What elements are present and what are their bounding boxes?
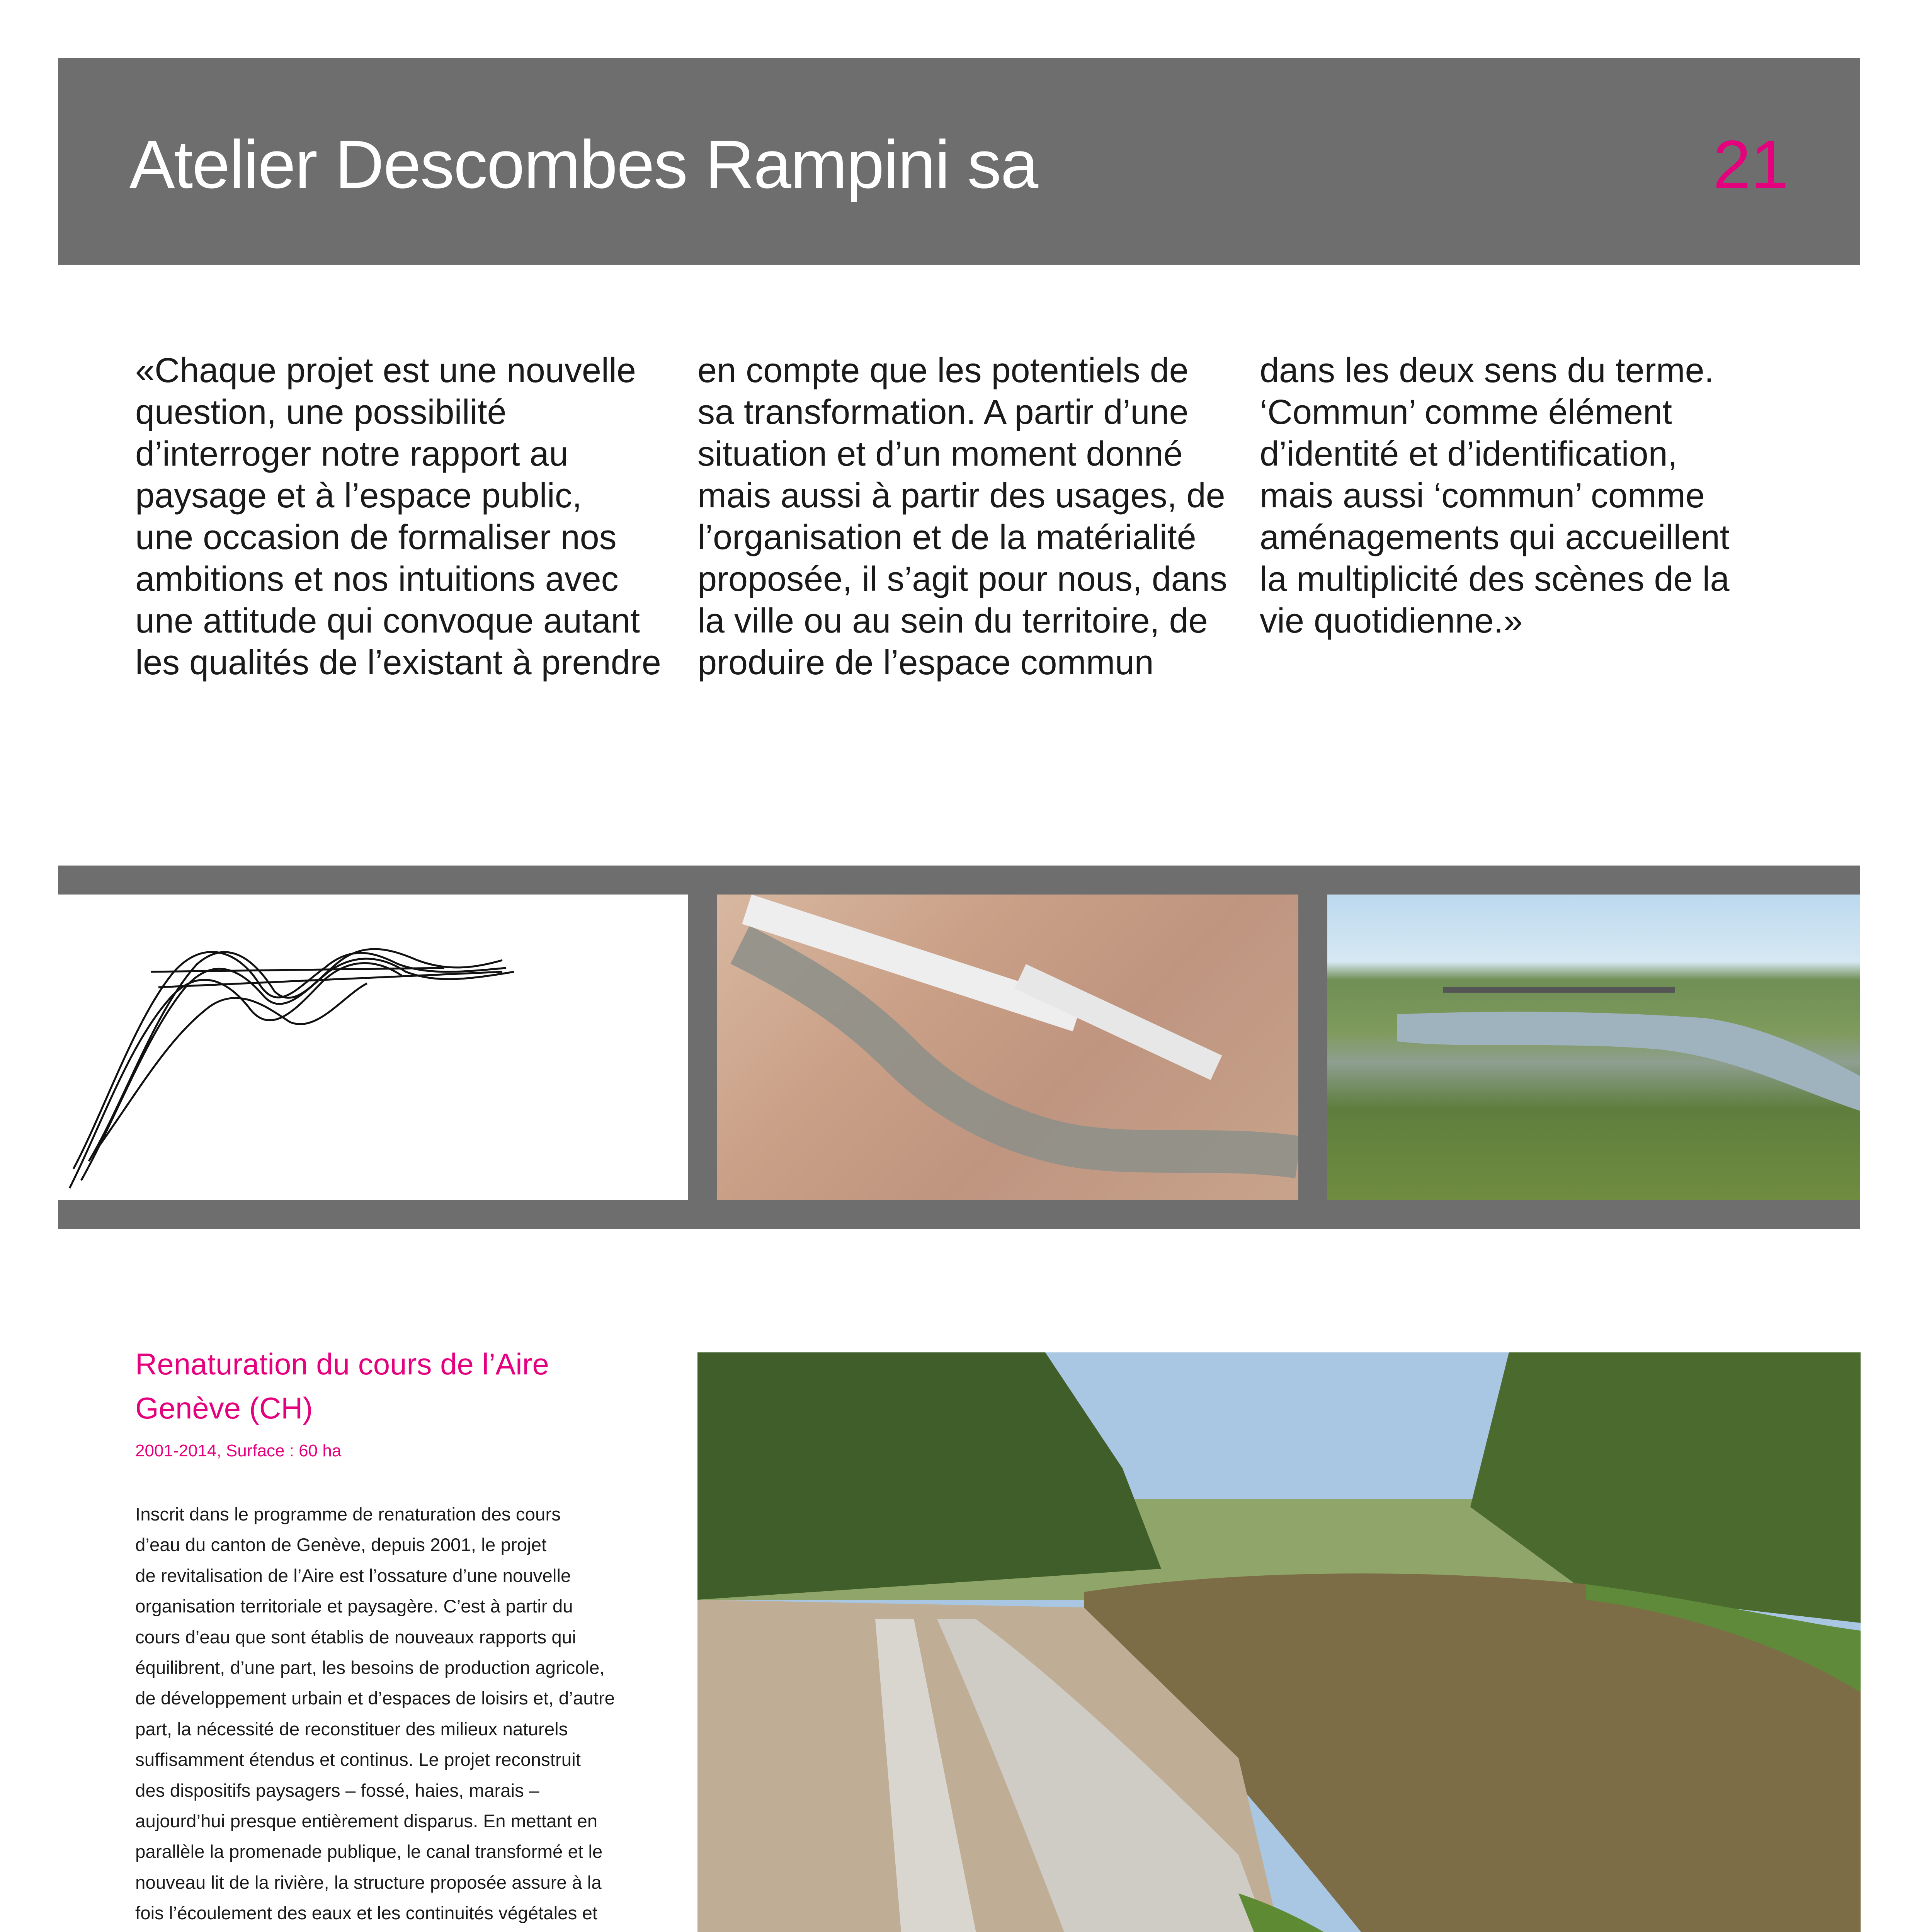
image-strip <box>58 866 1860 1229</box>
river-landscape-photo <box>1327 895 1860 1200</box>
quote-line: aménagements qui accueillent <box>1260 518 1730 557</box>
quote-line: situation et d’un moment donné <box>697 435 1183 473</box>
body-line: de revitalisation de l’Aire est l’ossature d’une nouvelle <box>135 1565 571 1586</box>
quote-line: paysage et à l’espace public, <box>135 476 582 515</box>
quote-column-1 <box>135 350 688 684</box>
project-title-line2: Genève (CH) <box>135 1391 313 1425</box>
quote-line: la multiplicité des scènes de la <box>1260 560 1730 599</box>
page-number: 21 <box>1713 127 1789 202</box>
body-line: aujourd’hui presque entièrement disparus. En mettant en <box>135 1811 598 1832</box>
body-line <box>135 1929 657 1932</box>
page-title: Atelier Descombes Rampini sa <box>129 127 1038 202</box>
quote-line: produire de l’espace commun <box>697 643 1154 682</box>
body-line: des dispositifs paysagers – fossé, haies, marais – <box>135 1780 539 1801</box>
body-line: parallèle la promenade publique, le canal transformé et le <box>135 1842 603 1862</box>
quote-line: mais aussi ‘commun’ comme <box>1260 476 1705 515</box>
project-title <box>135 1345 549 1427</box>
body-line: de développement urbain et d’espaces de loisirs et, d’autre <box>135 1688 615 1709</box>
quote-line: la ville ou au sein du territoire, de <box>697 602 1208 640</box>
river-model-photo <box>717 895 1298 1200</box>
body-line: cours d’eau que sont établis de nouveaux rapports qui <box>135 1627 576 1648</box>
quote-line: sa transformation. A partir d’une <box>697 393 1189 432</box>
quote-line: les qualités de l’existant à prendre <box>135 643 661 682</box>
project-meta: 2001-2014, Surface : 60 ha <box>135 1441 342 1460</box>
quote-line: d’interroger notre rapport au <box>135 435 568 473</box>
quote-column-3 <box>1260 350 1812 642</box>
quote-line: d’identité et d’identification, <box>1260 435 1677 473</box>
body-line: fois l’écoulement des eaux et les continuités végétales et <box>135 1903 598 1924</box>
body-line: nouveau lit de la rivière, la structure proposée assure à la <box>135 1872 602 1893</box>
quote-line: dans les deux sens du terme. <box>1260 351 1714 390</box>
quote-line: vie quotidienne.» <box>1260 602 1523 640</box>
body-line: organisation territoriale et paysagère. C’est à partir du <box>135 1596 573 1617</box>
river-sketch-image <box>58 895 688 1200</box>
quote-column-2 <box>697 350 1250 684</box>
quote-line: une attitude qui convoque autant <box>135 602 640 640</box>
quote-line: proposée, il s’agit pour nous, dans <box>697 560 1227 599</box>
body-line: part, la nécessité de reconstituer des milieux naturels <box>135 1719 568 1740</box>
quote-line: ‘Commun’ comme élément <box>1260 393 1672 432</box>
quote-line: en compte que les potentiels de <box>697 351 1189 390</box>
quote-line: une occasion de formaliser nos <box>135 518 617 557</box>
body-line: équilibrent, d’une part, les besoins de production agricole, <box>135 1658 605 1679</box>
quote-line: l’organisation et de la matérialité <box>697 518 1196 557</box>
header-bar <box>58 58 1860 265</box>
quote-line: mais aussi à partir des usages, de <box>697 476 1225 515</box>
body-line: d’eau du canton de Genève, depuis 2001, le projet <box>135 1535 547 1556</box>
body-line: Inscrit dans le programme de renaturation des cours <box>135 1504 561 1525</box>
body-line: suffisamment étendus et continus. Le projet reconstruit <box>135 1750 581 1770</box>
quote-line: question, une possibilité <box>135 393 507 432</box>
main-river-photo <box>697 1352 1861 1932</box>
quote-line: «Chaque projet est une nouvelle <box>135 351 636 390</box>
project-description <box>135 1499 657 1932</box>
quote-line: ambitions et nos intuitions avec <box>135 560 619 599</box>
project-title-line1: Renaturation du cours de l’Aire <box>135 1347 549 1381</box>
